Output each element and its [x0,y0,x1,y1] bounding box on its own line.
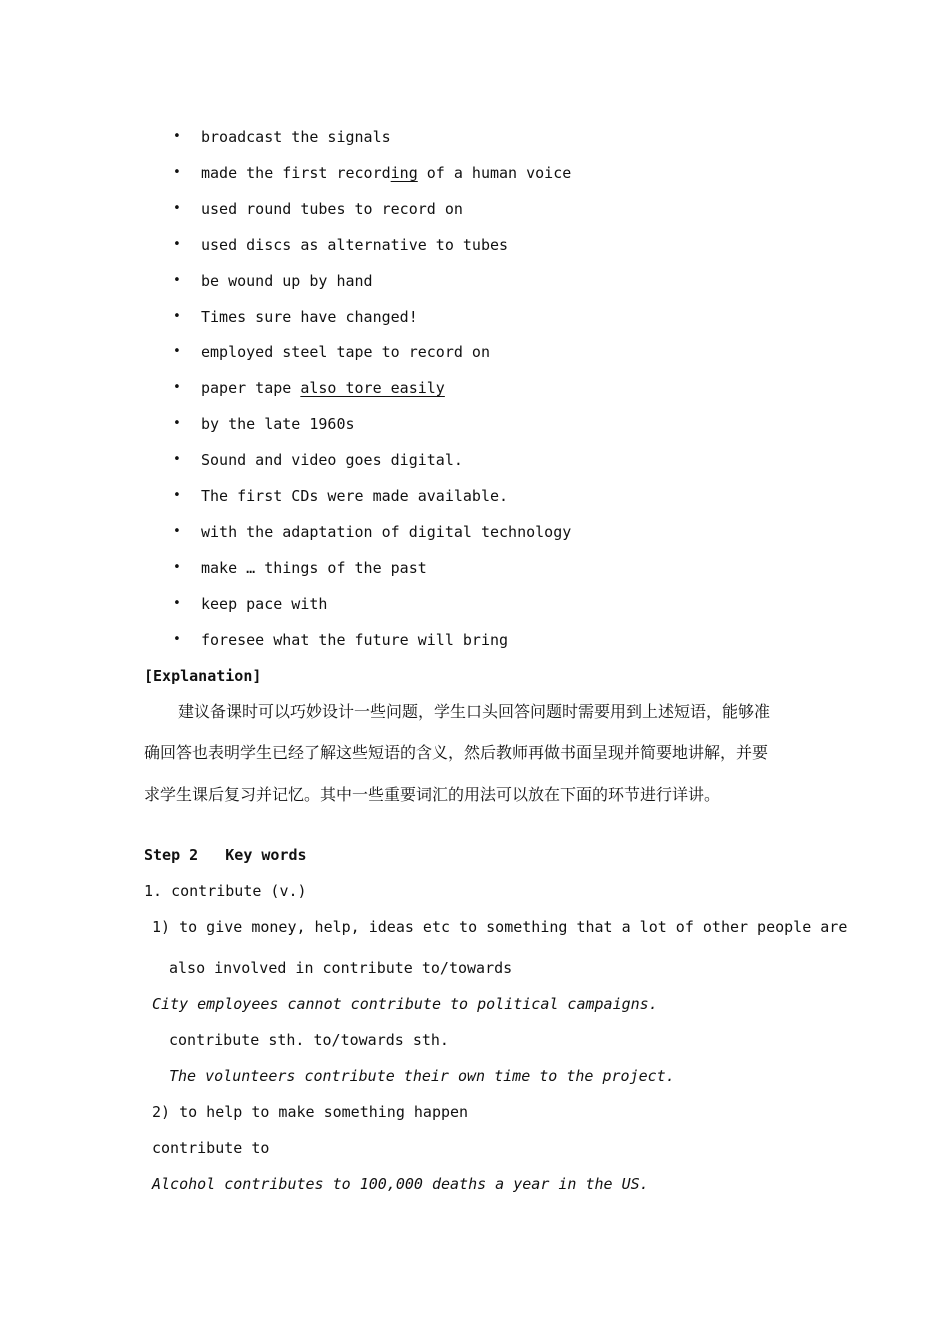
phrase-item [201,450,463,470]
bullet-dot: • [173,523,181,539]
bullet-dot: • [173,164,181,180]
bullet-dot: • [173,308,181,324]
phrase-text: Times sure have changed! [201,307,418,326]
bullet-dot: • [173,344,181,360]
phrase-item [201,378,445,398]
bullet-dot: • [173,488,181,503]
keyword-title: 1. contribute (v.) [144,882,307,900]
bullet-dot: • [173,416,181,432]
phrase-item [201,127,391,147]
phrase-text: broadcast the signals [201,128,391,146]
explanation-line-2: 确回答也表明学生已经了解这些短语的含义，然后教师再做书面呈现并简要地讲解，并要 [144,743,769,762]
bullet-dot: • [173,129,181,144]
bullet-dot: • [173,559,181,575]
phrase-text: with the adaptation of digital technology [201,522,572,541]
phrase-item [201,271,373,291]
phrase-item [201,307,418,327]
phrase-text: Sound and video goes digital. [201,451,463,470]
step2-heading: Step 2 Key words [144,846,307,864]
example-sentence-1: City employees cannot contribute to political campaigns. [152,995,658,1013]
phrase-text: keep pace with [201,594,328,613]
phrase-item [201,414,355,434]
explanation-line-1: 建议备课时可以巧妙设计一些问题，学生口头回答问题时需要用到上述短语，能够准 [178,702,771,721]
phrase-text: made the first record [201,163,391,182]
phrase-text: of a human voice [417,163,572,182]
phrase-item [201,199,463,219]
phrase-text: The first CDs were made available. [201,487,509,505]
example-sentence-3: Alcohol contributes to 100,000 deaths a year in the US. [152,1175,649,1193]
phrase-text: make … things of the past [201,558,427,577]
phrase-item [201,630,508,650]
bullet-dot: • [173,595,181,611]
phrase-item [201,558,427,578]
definition-1: 1) to give money, help, ideas etc to something that a lot of other people are [152,918,848,936]
phrase-text: used discs as alternative to tubes [201,235,509,254]
bullet-dot: • [173,200,181,216]
example-sentence-2: The volunteers contribute their own time to the project. [169,1067,675,1085]
explanation-line-3: 求学生课后复习并记忆。其中一些重要词汇的用法可以放在下面的环节进行详讲。 [144,785,721,804]
bullet-dot: • [173,631,181,647]
bullet-dot: • [173,380,181,396]
phrase-item [201,486,508,506]
phrase-item [201,522,571,542]
explanation-heading: [Explanation] [144,667,262,685]
usage-pattern-1: contribute sth. to/towards sth. [169,1031,449,1049]
phrase-item [201,594,327,614]
bullet-dot: • [173,236,181,252]
phrase-text: paper tape [201,379,301,398]
usage-pattern-2: contribute to [152,1139,270,1157]
definition-2: 2) to help to make something happen [152,1103,469,1121]
phrase-item [201,163,571,183]
phrase-text: employed steel tape to record on [201,343,490,362]
phrase-item [201,235,508,255]
underlined-text: also tore easily [300,379,445,398]
bullet-dot: • [173,272,181,288]
phrase-text: be wound up by hand [201,271,373,290]
phrase-text: foresee what the future will bring [201,630,509,649]
phrase-item [201,342,490,362]
underlined-text: ing [390,163,418,182]
bullet-dot: • [173,452,181,468]
phrase-text: used round tubes to record on [201,199,463,218]
phrase-text: by the late 1960s [201,415,355,434]
definition-1-continued: also involved in contribute to/towards [169,959,513,977]
